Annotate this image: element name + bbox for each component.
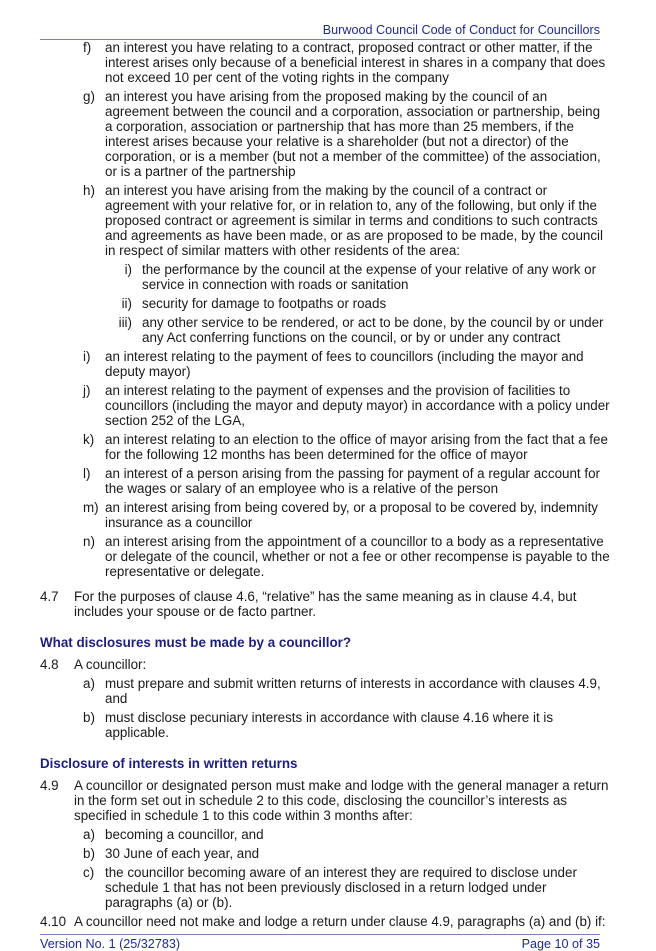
list-label: b) [83,710,95,725]
sub-list-item [40,315,610,345]
list-item [40,827,610,842]
section-heading: Disclosure of interests in written returns [40,756,298,771]
list-label: i) [83,349,91,364]
list-label: n) [83,534,95,549]
list-text: the performance by the council at the expense of your relative of any work or service in connection with roads or sanitation [142,262,597,292]
list-label: h) [83,183,95,198]
section-heading: What disclosures must be made by a councillor? [40,635,352,650]
list-item [40,383,610,428]
list-label: l) [83,466,91,481]
list-item [40,349,610,379]
list-item [40,432,610,462]
clause-4-8 [40,657,610,672]
list-text: an interest relating to the payment of expenses and the provision of facilities to councillors (including the mayor and deputy mayor) in accordance with a policy under section 252 of the LGA, [105,383,610,428]
list-item [40,500,610,530]
list-label: a) [83,827,95,842]
list-item [40,865,610,910]
clause-4-7 [40,589,610,619]
clause-text: A councillor or designated person must make and lodge with the general manager a return in the form set out in schedule 2 to this code, disclosing the councillor’s interests as specified in schedule 1 to this code within 3 months after: [74,778,609,823]
list-label: b) [83,846,95,861]
list-item [40,89,610,179]
list-text: an interest arising from being covered by, or a proposal to be covered by, indemnity insurance as a councillor [105,500,598,530]
clause-text: For the purposes of clause 4.6, “relative” has the same meaning as in clause 4.4, but includes your spouse or de facto partner. [74,589,577,619]
list-text: an interest relating to the payment of fees to councillors (including the mayor and deputy mayor) [105,349,584,379]
list-label: j) [83,383,91,398]
page-number: Page 10 of 35 [521,937,600,951]
list-item [40,40,610,85]
list-text: an interest arising from the appointment of a councillor to a body as a representative or delegate of the council, whether or not a fee or other recompense is payable to the representative or delegate. [105,534,610,579]
list-text: 30 June of each year, and [105,846,260,861]
list-text: an interest of a person arising from the passing for payment of a regular account for the wages or salary of an employee who is a relative of the person [105,466,600,496]
list-text: an interest relating to an election to the office of mayor arising from the fact that a fee for the following 12 months has been determined for the office of mayor [105,432,608,462]
list-item [40,466,610,496]
list-item [40,183,610,258]
document-title: Burwood Council Code of Conduct for Councillors [322,23,600,37]
list-text: security for damage to footpaths or roads [142,296,387,311]
list-label: ii) [121,296,132,311]
clause-text: A councillor: [74,657,147,672]
list-text: must disclose pecuniary interests in accordance with clause 4.16 where it is applicable. [105,710,554,740]
footer-rule [40,934,600,935]
list-label: i) [124,262,132,277]
list-text: the councillor becoming aware of an interest they are required to disclose under schedule 1 that has not been previously disclosed in a return lodged under paragraphs (a) or (b). [105,865,577,910]
version-number: Version No. 1 (25/32783) [40,937,181,951]
list-text: becoming a councillor, and [105,827,264,842]
list-label: f) [83,40,92,55]
list-text: any other service to be rendered, or act to be done, by the council by or under any Act conferring functions on the council, or by or under any contract [142,315,604,345]
list-item [40,534,610,579]
running-header [40,22,600,40]
list-label: iii) [118,315,132,330]
list-item [40,676,610,706]
clause-number: 4.10 [40,914,67,929]
list-item [40,710,610,740]
clause-4-10 [40,914,610,929]
page-body [40,40,610,933]
sub-list-item [40,262,610,292]
clause-number: 4.9 [40,778,59,793]
clause-4-9 [40,778,610,823]
clause-number: 4.7 [40,589,59,604]
list-label: g) [83,89,95,104]
list-text: an interest you have relating to a contract, proposed contract or other matter, if the interest arises only because of a beneficial interest in shares in a company that does not exceed 10 per cent of the voting rights in the company [105,40,606,85]
list-text: an interest you have arising from the making by the council of a contract or agreement with your relative for, or in relation to, any of the following, but only if the proposed contract or agreement is similar in terms and conditions to such contracts and agreements as have been made, or as are proposed to be made, by the council in respect of similar matters with other residents of the area: [105,183,604,258]
list-label: m) [83,500,99,515]
list-item [40,846,610,861]
list-label: a) [83,676,95,691]
clause-text: A councillor need not make and lodge a return under clause 4.9, paragraphs (a) and (b) if: [74,914,606,929]
list-label: c) [83,865,95,880]
list-label: k) [83,432,95,447]
clause-number: 4.8 [40,657,59,672]
list-text: an interest you have arising from the proposed making by the council of an agreement between the council and a corporation, association or partnership, being a corporation, association or partnership that has more than 25 members, if the interest arises because your relative is a shareholder (but not a director) of the corporation, or is a member (but not a member of the committee) of the association, or is a partner of the partnership [105,89,601,179]
list-text: must prepare and submit written returns of interests in accordance with clauses 4.9, and [105,676,601,706]
running-footer [40,937,600,951]
sub-list-item [40,296,610,311]
